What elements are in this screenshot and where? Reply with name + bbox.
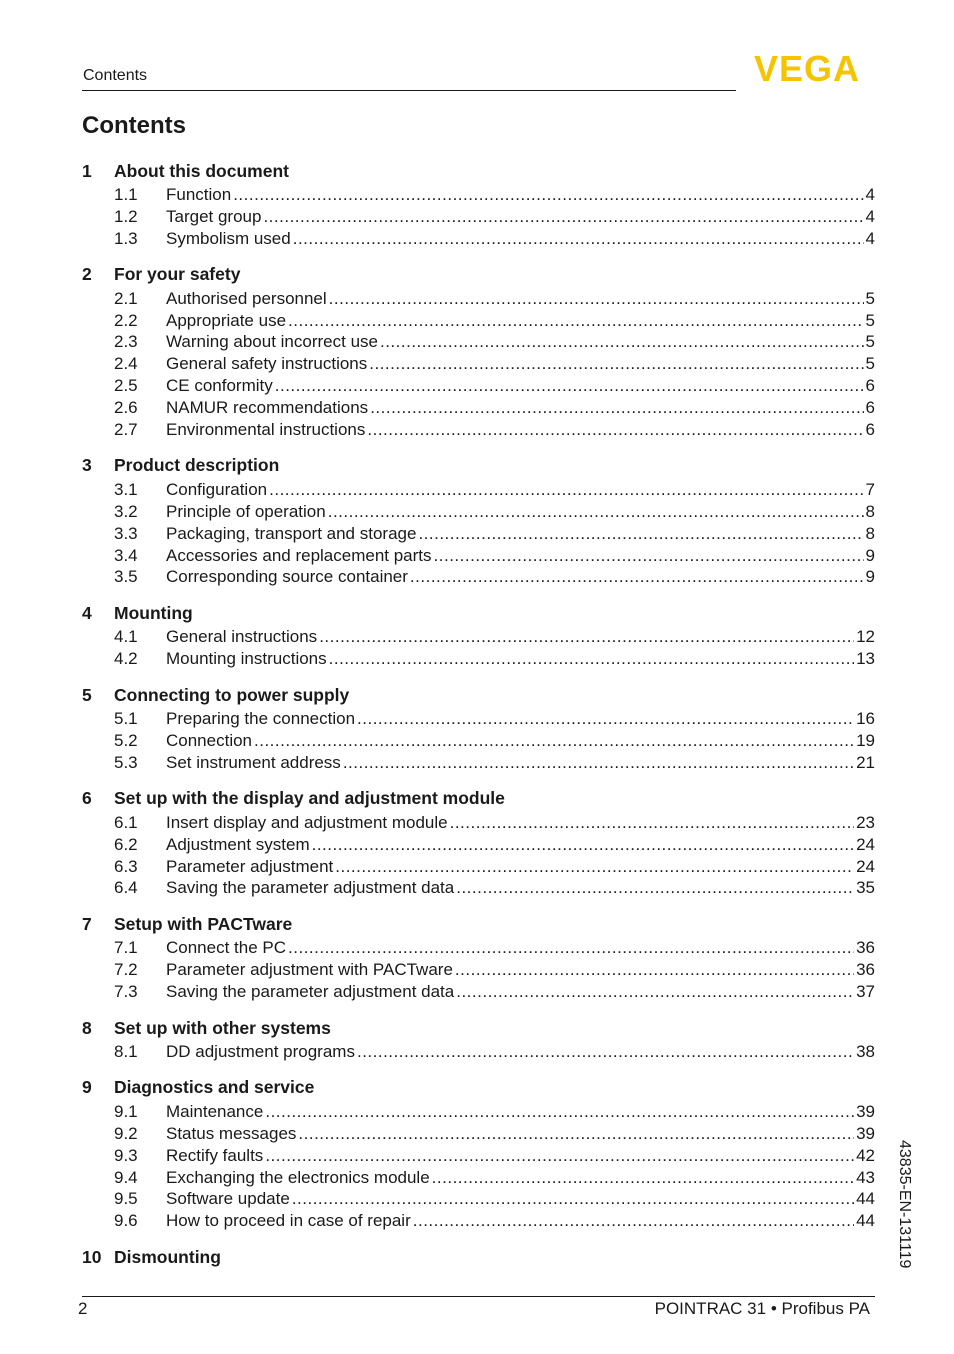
dot-leader	[288, 311, 864, 331]
dot-leader	[450, 813, 854, 833]
dot-leader	[434, 546, 864, 566]
toc-entry[interactable]	[82, 1189, 875, 1211]
chapter-number: 5	[82, 684, 92, 705]
entry-number: 7.3	[114, 982, 138, 1002]
dot-leader	[410, 567, 864, 587]
toc-chapter-heading[interactable]	[82, 1075, 875, 1101]
toc-chapter-heading[interactable]	[82, 1015, 875, 1041]
toc-chapter-heading[interactable]	[82, 262, 875, 288]
table-of-contents	[82, 158, 875, 1282]
entry-page-number: 24	[856, 834, 875, 854]
entry-page-number: 13	[856, 649, 875, 669]
entry-page-number: 39	[856, 1123, 875, 1143]
entry-title: Adjustment system	[166, 834, 310, 854]
toc-chapter-heading[interactable]	[82, 682, 875, 708]
entry-title: Warning about incorrect use	[166, 332, 378, 352]
entry-title: Insert display and adjustment module	[166, 812, 448, 832]
entry-page-number: 21	[856, 752, 875, 772]
entry-number: 9.6	[114, 1211, 138, 1231]
entry-page-number: 5	[865, 332, 875, 352]
toc-entry[interactable]	[82, 545, 875, 567]
entry-page-number: 9	[865, 545, 875, 565]
dot-leader	[254, 731, 854, 751]
entry-page-number: 6	[865, 398, 875, 418]
toc-chapter	[82, 911, 875, 1003]
toc-entry[interactable]	[82, 331, 875, 353]
toc-entry[interactable]	[82, 501, 875, 523]
footer-divider	[82, 1296, 875, 1297]
entry-title: Connect the PC	[166, 938, 287, 958]
entry-page-number: 36	[856, 938, 875, 958]
dot-leader	[380, 332, 864, 352]
entry-title: Set instrument address	[166, 752, 341, 772]
toc-entry[interactable]	[82, 288, 875, 310]
toc-entry[interactable]	[82, 375, 875, 397]
page-title: Contents	[82, 112, 186, 139]
chapter-number: 1	[82, 160, 92, 181]
entry-number: 5.3	[114, 752, 138, 772]
entry-page-number: 16	[856, 709, 875, 729]
chapter-title: Diagnostics and service	[114, 1077, 315, 1098]
toc-chapter	[82, 600, 875, 670]
product-name: POINTRAC 31 • Profibus PA	[654, 1299, 870, 1318]
entry-number: 6.4	[114, 878, 138, 898]
entry-number: 9.2	[114, 1123, 138, 1143]
dot-leader	[265, 1102, 854, 1122]
entry-page-number: 6	[865, 376, 875, 396]
entry-title: Parameter adjustment with PACTware	[166, 960, 453, 980]
entry-number: 6.2	[114, 834, 138, 854]
entry-number: 1.3	[114, 228, 138, 248]
toc-entry[interactable]	[82, 523, 875, 545]
entry-page-number: 23	[856, 812, 875, 832]
entry-page-number: 44	[856, 1211, 875, 1231]
toc-chapter	[82, 453, 875, 588]
dot-leader	[288, 938, 854, 958]
entry-page-number: 44	[856, 1189, 875, 1209]
entry-number: 4.1	[114, 627, 138, 647]
entry-title: Target group	[166, 206, 262, 226]
entry-page-number: 7	[865, 479, 875, 499]
entry-page-number: 5	[865, 354, 875, 374]
dot-leader	[413, 1211, 854, 1231]
entry-page-number: 4	[865, 184, 875, 204]
entry-title: Connection	[166, 730, 253, 750]
toc-entry[interactable]	[82, 708, 875, 730]
chapter-title: Setup with PACTware	[114, 913, 293, 934]
dot-leader	[329, 289, 864, 309]
dot-leader	[357, 709, 854, 729]
document-id: 43835-EN-131119	[896, 1140, 913, 1269]
toc-entry[interactable]	[82, 228, 875, 250]
chapter-number: 2	[82, 264, 92, 285]
toc-entry[interactable]	[82, 981, 875, 1003]
entry-title: Mounting instructions	[166, 649, 327, 669]
entry-title: NAMUR recommendations	[166, 398, 369, 418]
dot-leader	[298, 1124, 854, 1144]
toc-entry[interactable]	[82, 834, 875, 856]
entry-page-number: 24	[856, 856, 875, 876]
dot-leader	[265, 1146, 854, 1166]
entry-title: CE conformity	[166, 376, 273, 396]
entry-number: 2.7	[114, 419, 138, 439]
toc-entry[interactable]	[82, 566, 875, 588]
dot-leader	[456, 982, 854, 1002]
toc-entry[interactable]	[82, 1101, 875, 1123]
dot-leader	[233, 185, 863, 205]
entry-number: 9.4	[114, 1167, 138, 1187]
chapter-title: Dismounting	[114, 1246, 221, 1267]
entry-page-number: 37	[856, 982, 875, 1002]
entry-page-number: 4	[865, 228, 875, 248]
entry-number: 3.5	[114, 567, 138, 587]
chapter-number: 4	[82, 602, 92, 623]
entry-title: Appropriate use	[166, 310, 287, 330]
chapter-number: 8	[82, 1017, 92, 1038]
entry-number: 5.2	[114, 730, 138, 750]
entry-title: Configuration	[166, 479, 268, 499]
dot-leader	[456, 878, 854, 898]
toc-chapter-heading[interactable]	[82, 158, 875, 184]
toc-entry[interactable]	[82, 353, 875, 375]
entry-number: 3.3	[114, 523, 138, 543]
entry-number: 8.1	[114, 1041, 138, 1061]
dot-leader	[418, 524, 863, 544]
toc-entry[interactable]	[82, 937, 875, 959]
entry-number: 2.6	[114, 398, 138, 418]
toc-chapter	[82, 786, 875, 900]
chapter-number: 6	[82, 788, 92, 809]
toc-entry[interactable]	[82, 1210, 875, 1232]
entry-page-number: 5	[865, 310, 875, 330]
toc-chapter-heading[interactable]	[82, 786, 875, 812]
entry-page-number: 12	[856, 627, 875, 647]
chapter-number: 10	[82, 1246, 102, 1267]
toc-entry[interactable]	[82, 1167, 875, 1189]
vega-logo	[742, 52, 872, 84]
dot-leader	[369, 354, 863, 374]
chapter-title: Product description	[114, 455, 280, 476]
chapter-title: Set up with the display and adjustment module	[114, 788, 505, 809]
entry-number: 9.3	[114, 1145, 138, 1165]
entry-title: Environmental instructions	[166, 419, 366, 439]
entry-page-number: 4	[865, 206, 875, 226]
entry-title: Corresponding source container	[166, 567, 408, 587]
entry-title: Status messages	[166, 1123, 297, 1143]
entry-page-number: 6	[865, 419, 875, 439]
toc-chapter	[82, 262, 875, 441]
entry-page-number: 35	[856, 878, 875, 898]
entry-page-number: 5	[865, 288, 875, 308]
entry-number: 7.2	[114, 960, 138, 980]
toc-entry[interactable]	[82, 1041, 875, 1063]
toc-chapter	[82, 1075, 875, 1232]
chapter-title: Set up with other systems	[114, 1017, 331, 1038]
dot-leader	[455, 960, 854, 980]
entry-number: 2.3	[114, 332, 138, 352]
entry-title: Saving the parameter adjustment data	[166, 878, 455, 898]
dot-leader	[293, 229, 864, 249]
toc-entry[interactable]	[82, 752, 875, 774]
toc-entry[interactable]	[82, 856, 875, 878]
chapter-number: 7	[82, 913, 92, 934]
entry-page-number: 19	[856, 730, 875, 750]
dot-leader	[263, 207, 863, 227]
entry-number: 2.2	[114, 310, 138, 330]
dot-leader	[312, 835, 854, 855]
entry-number: 7.1	[114, 938, 138, 958]
toc-chapter	[82, 158, 875, 250]
toc-entry[interactable]	[82, 184, 875, 206]
toc-chapter	[82, 1244, 875, 1270]
toc-chapter-heading[interactable]	[82, 453, 875, 479]
dot-leader	[292, 1189, 854, 1209]
entry-number: 1.1	[114, 184, 138, 204]
entry-number: 2.5	[114, 376, 138, 396]
dot-leader	[367, 420, 863, 440]
entry-page-number: 36	[856, 960, 875, 980]
toc-chapter-heading[interactable]	[82, 1244, 875, 1270]
entry-title: General instructions	[166, 627, 318, 647]
chapter-number: 3	[82, 455, 92, 476]
entry-title: Parameter adjustment	[166, 856, 334, 876]
chapter-title: Mounting	[114, 602, 193, 623]
entry-title: How to proceed in case of repair	[166, 1211, 411, 1231]
dot-leader	[319, 627, 854, 647]
entry-page-number: 9	[865, 567, 875, 587]
toc-chapter-heading[interactable]	[82, 911, 875, 937]
entry-number: 2.4	[114, 354, 138, 374]
entry-number: 3.1	[114, 479, 138, 499]
toc-chapter	[82, 682, 875, 774]
dot-leader	[269, 480, 863, 500]
dot-leader	[432, 1168, 854, 1188]
chapter-title: About this document	[114, 160, 289, 181]
dot-leader	[275, 376, 864, 396]
entry-page-number: 43	[856, 1167, 875, 1187]
entry-title: Accessories and replacement parts	[166, 545, 432, 565]
toc-entry[interactable]	[82, 206, 875, 228]
entry-title: Maintenance	[166, 1101, 264, 1121]
toc-entry[interactable]	[82, 648, 875, 670]
dot-leader	[357, 1042, 854, 1062]
toc-entry[interactable]	[82, 397, 875, 419]
entry-page-number: 8	[865, 501, 875, 521]
toc-entry[interactable]	[82, 419, 875, 441]
entry-number: 4.2	[114, 649, 138, 669]
entry-page-number: 8	[865, 523, 875, 543]
entry-number: 3.4	[114, 545, 138, 565]
entry-title: Function	[166, 184, 232, 204]
entry-page-number: 42	[856, 1145, 875, 1165]
dot-leader	[343, 753, 854, 773]
chapter-title: For your safety	[114, 264, 241, 285]
entry-page-number: 38	[856, 1041, 875, 1061]
entry-number: 5.1	[114, 709, 138, 729]
entry-title: Packaging, transport and storage	[166, 523, 417, 543]
dot-leader	[335, 857, 854, 877]
entry-page-number: 39	[856, 1101, 875, 1121]
entry-number: 3.2	[114, 501, 138, 521]
toc-entry[interactable]	[82, 479, 875, 501]
entry-title: General safety instructions	[166, 354, 368, 374]
toc-entry[interactable]	[82, 1145, 875, 1167]
toc-entry[interactable]	[82, 812, 875, 834]
chapter-title: Connecting to power supply	[114, 684, 350, 705]
toc-entry[interactable]	[82, 626, 875, 648]
entry-title: Exchanging the electronics module	[166, 1167, 430, 1187]
toc-entry[interactable]	[82, 1123, 875, 1145]
entry-number: 2.1	[114, 288, 138, 308]
entry-title: Rectify faults	[166, 1145, 264, 1165]
entry-title: Saving the parameter adjustment data	[166, 982, 455, 1002]
entry-title: Software update	[166, 1189, 290, 1209]
dot-leader	[329, 649, 854, 669]
toc-entry[interactable]	[82, 310, 875, 332]
dot-leader	[328, 502, 864, 522]
running-header: Contents	[83, 67, 148, 84]
toc-chapter-heading[interactable]	[82, 600, 875, 626]
entry-number: 9.5	[114, 1189, 138, 1209]
toc-chapter	[82, 1015, 875, 1063]
entry-title: Preparing the connection	[166, 709, 356, 729]
page-number: 2	[78, 1299, 88, 1318]
vega-logo-text: VEGA	[753, 52, 861, 84]
toc-entry[interactable]	[82, 730, 875, 752]
entry-number: 6.3	[114, 856, 138, 876]
entry-title: Authorised personnel	[166, 288, 327, 308]
entry-title: DD adjustment programs	[166, 1041, 355, 1061]
chapter-number: 9	[82, 1077, 92, 1098]
entry-number: 6.1	[114, 812, 138, 832]
entry-title: Principle of operation	[166, 501, 326, 521]
toc-entry[interactable]	[82, 959, 875, 981]
header-divider	[82, 90, 736, 91]
entry-title: Symbolism used	[166, 228, 291, 248]
entry-number: 1.2	[114, 206, 138, 226]
toc-entry[interactable]	[82, 877, 875, 899]
dot-leader	[370, 398, 863, 418]
entry-number: 9.1	[114, 1101, 138, 1121]
